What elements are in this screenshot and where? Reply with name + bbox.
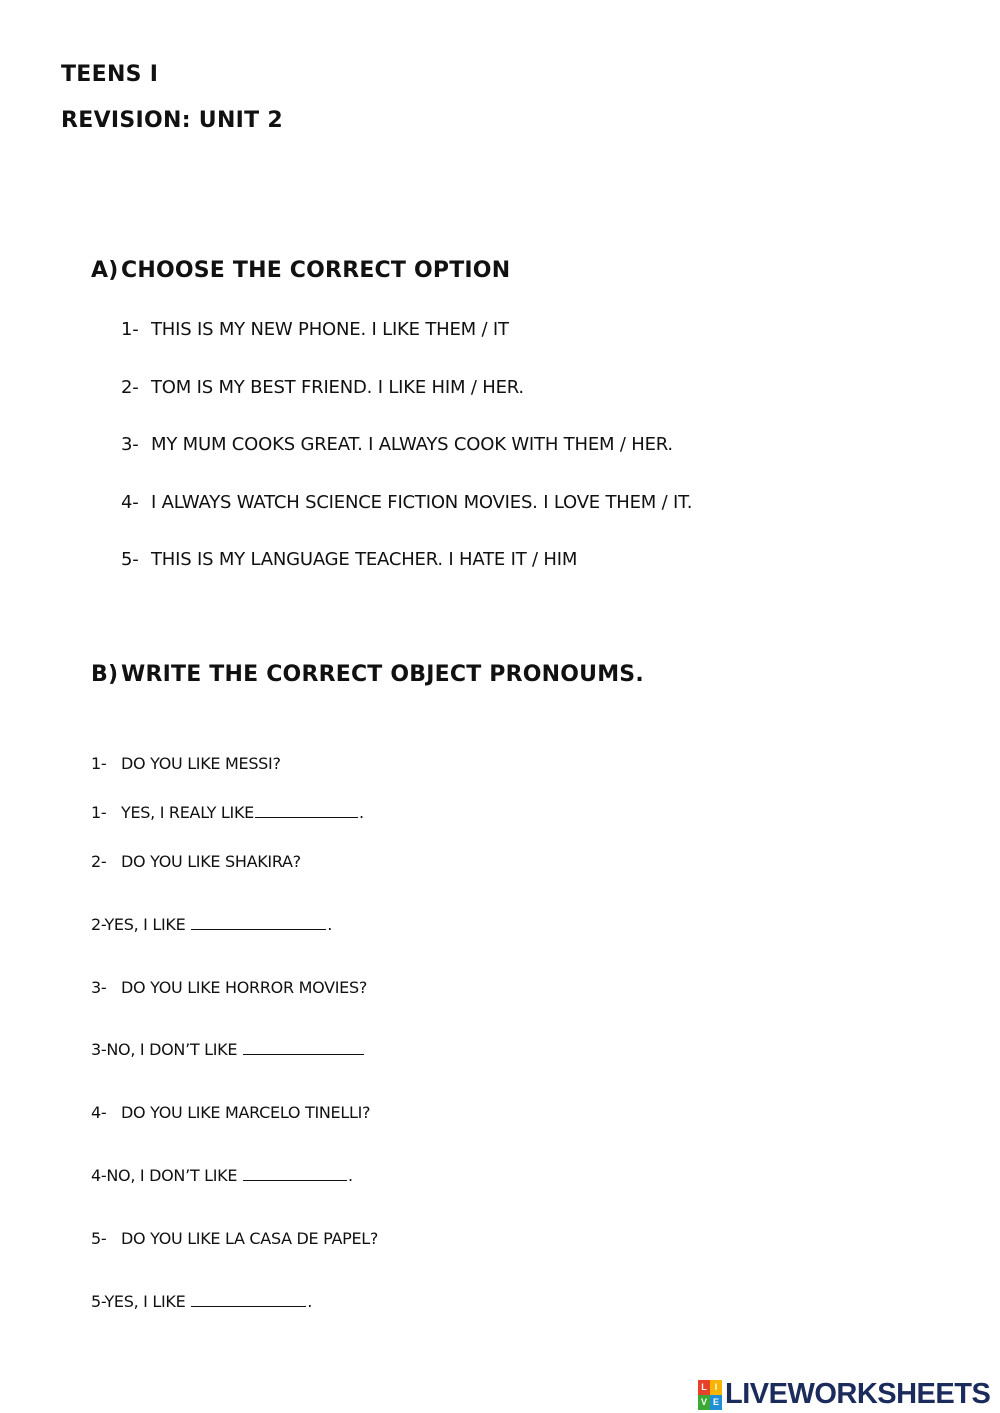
revision-title: REVISION: UNIT 2	[61, 108, 284, 133]
item-text: I ALWAYS WATCH SCIENCE FICTION MOVIES. I LOVE THEM / IT.	[151, 492, 693, 513]
answer-end: .	[327, 915, 332, 934]
section-b-letter: B)	[91, 662, 119, 687]
section-a-item	[121, 492, 692, 513]
question-1	[91, 754, 281, 773]
section-a-item	[121, 434, 673, 455]
question-number: 5-	[91, 1229, 107, 1248]
answer-blank-2[interactable]	[191, 915, 326, 930]
answer-2	[91, 915, 332, 934]
item-number: 2-	[121, 377, 139, 398]
answer-end: .	[347, 1166, 353, 1185]
logo-mark-icon	[698, 1380, 722, 1410]
question-text: DO YOU LIKE SHAKIRA?	[121, 852, 301, 871]
question-number: 3-	[91, 978, 107, 997]
item-number: 4-	[121, 492, 139, 513]
section-b-title: WRITE THE CORRECT OBJECT PRONOUMS.	[121, 662, 644, 687]
question-5	[91, 1229, 378, 1248]
answer-blank-4[interactable]	[243, 1166, 347, 1181]
course-title: TEENS I	[61, 62, 159, 87]
question-4	[91, 1103, 370, 1122]
item-text: TOM IS MY BEST FRIEND. I LIKE HIM / HER.	[151, 377, 524, 398]
liveworksheets-logo[interactable]	[698, 1378, 990, 1411]
section-a-letter: A)	[91, 258, 119, 283]
section-b-heading	[91, 662, 644, 687]
answer-text: 2-YES, I LIKE	[91, 915, 191, 934]
answer-3	[91, 1040, 365, 1059]
answer-text: 3-NO, I DON’T LIKE	[91, 1040, 242, 1059]
question-text: DO YOU LIKE MESSI?	[121, 754, 281, 773]
item-text: MY MUM COOKS GREAT. I ALWAYS COOK WITH THEM / HER.	[151, 434, 673, 455]
answer-text: 5-YES, I LIKE	[91, 1292, 191, 1311]
question-number: 2-	[91, 852, 107, 871]
answer-1	[91, 803, 364, 822]
item-number: 1-	[121, 319, 139, 340]
item-text: THIS IS MY NEW PHONE. I LIKE THEM / IT	[151, 319, 509, 340]
logo-letter-v: V	[698, 1395, 710, 1410]
section-a-title: CHOOSE THE CORRECT OPTION	[121, 258, 511, 283]
answer-number: 1-	[91, 803, 107, 822]
question-2	[91, 852, 301, 871]
answer-text: YES, I REALY LIKE	[121, 803, 254, 822]
answer-5	[91, 1292, 312, 1311]
question-number: 1-	[91, 754, 107, 773]
logo-letter-e: E	[710, 1395, 722, 1410]
answer-end: .	[358, 803, 364, 822]
question-text: DO YOU LIKE MARCELO TINELLI?	[121, 1103, 371, 1122]
answer-4	[91, 1166, 353, 1185]
question-number: 4-	[91, 1103, 107, 1122]
answer-end: .	[307, 1292, 312, 1311]
logo-letter-l: L	[698, 1380, 710, 1395]
question-3	[91, 978, 367, 997]
item-number: 5-	[121, 549, 139, 570]
section-a-item	[121, 319, 509, 340]
section-a-item	[121, 549, 577, 570]
item-number: 3-	[121, 434, 139, 455]
logo-letter-i: I	[710, 1380, 722, 1395]
section-a-heading	[91, 258, 510, 283]
question-text: DO YOU LIKE HORROR MOVIES?	[121, 978, 368, 997]
answer-blank-1[interactable]	[255, 803, 358, 818]
question-text: DO YOU LIKE LA CASA DE PAPEL?	[121, 1229, 379, 1248]
answer-blank-5[interactable]	[191, 1292, 306, 1307]
answer-blank-3[interactable]	[243, 1040, 364, 1055]
logo-text: LIVEWORKSHEETS	[725, 1378, 991, 1410]
answer-text: 4-NO, I DON’T LIKE	[91, 1166, 242, 1185]
section-a-item	[121, 377, 524, 398]
item-text: THIS IS MY LANGUAGE TEACHER. I HATE IT / HIM	[151, 549, 578, 570]
